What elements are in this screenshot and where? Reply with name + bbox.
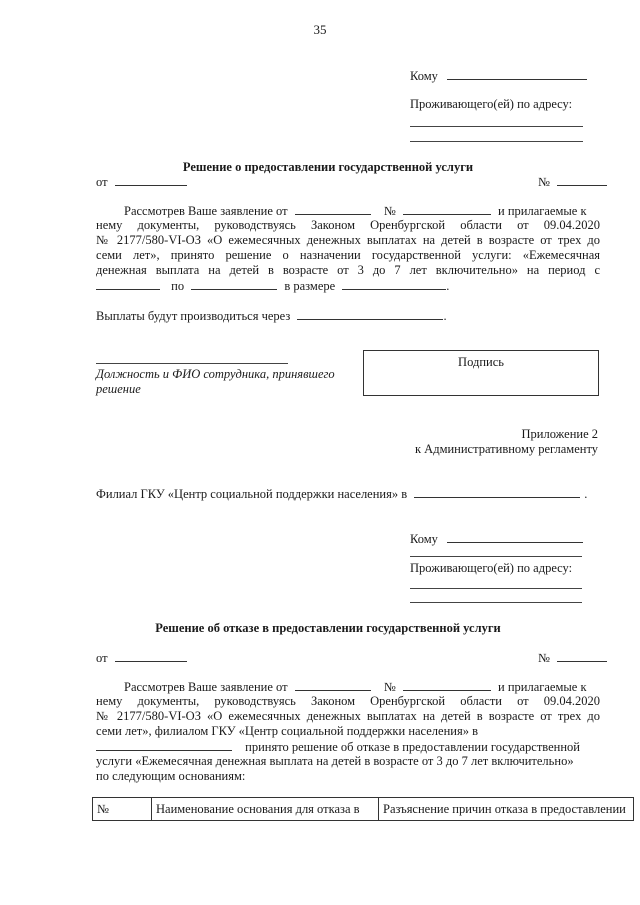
grant-body-line2: нему документы, руководствуясь Законом Оренбургской области от 09.04.2020 [96,218,600,232]
position-caption: решение [96,382,141,396]
refusal-body-line2: нему документы, руководствуясь Законом Оренбургской области от 09.04.2020 [96,694,600,708]
application-number-blank [403,203,491,215]
body-text: № [383,204,396,218]
refusal-body-line6: услуги «Ежемесячная денежная выплата на детей в возрасте от 3 до 7 лет включительно» [96,754,574,768]
payments-row: Выплаты будут производиться через . [96,309,447,323]
body-text: и прилагаемые к [498,680,587,694]
from-label: от [96,651,108,665]
period-from-blank [96,278,160,290]
to-label: Кому [410,532,438,546]
address-line [410,126,583,127]
date-blank [115,650,187,662]
address-label: Проживающего(ей) по адресу: [410,97,573,111]
address-line [410,602,582,603]
refusal-basis-table [92,797,634,821]
address-line [410,141,583,142]
grant-body-line6: по в размере . [96,278,449,294]
body-text: в размере [284,279,336,293]
grant-body-line3: № 2177/580-VI-ОЗ «О ежемесячных денежных выплатах на детей в возрасте от трех до [96,233,600,247]
branch-label: Филиал ГКУ «Центр социальной поддержки населения» в [96,487,408,501]
refusal-body-line1 [124,679,587,695]
branch-blank [414,486,580,498]
application-date-blank [295,679,371,691]
payments-blank [297,308,443,320]
refusal-body-line4: семи лет», филиалом ГКУ «Центр социальной поддержки населения» в [96,724,479,738]
period-to-blank [191,278,277,290]
body-text: № [383,680,396,694]
address-line [410,588,582,589]
signature-label: Подпись [458,355,504,369]
grant-body-line4: семи лет», принято решение о назначении государственной услуги: «Ежемесячная [96,248,600,262]
body-text: по [171,279,185,293]
number-label: № [538,175,550,189]
signature-box [363,350,599,396]
payments-label: Выплаты будут производиться через [96,309,291,323]
date-blank [115,174,187,186]
body-text: Рассмотрев Ваше заявление от [124,680,288,694]
recipient-to-row [410,531,583,547]
decision-number-row [538,174,607,190]
refusal-date-row [96,650,187,666]
decision-grant-title: Решение о предоставлении государственной услуги [182,160,474,174]
refusal-number-row [538,650,607,666]
body-text: и прилагаемые к [498,204,587,218]
number-blank [557,174,607,186]
branch-name-blank [96,739,232,751]
application-date-blank [295,203,371,215]
appendix-title: Приложение 2 [521,427,598,441]
to-blank [447,531,583,543]
decision-refusal-title: Решение об отказе в предоставлении государственной услуги [155,621,501,635]
recipient-to-row [410,68,587,84]
position-line [96,363,288,364]
appendix-subtitle: к Административному регламенту [414,442,598,456]
number-label: № [538,651,550,665]
address-label: Проживающего(ей) по адресу: [410,561,573,575]
table-header-cell: Наименование основания для отказа в [152,798,379,821]
body-text: Рассмотрев Ваше заявление от [124,204,288,218]
refusal-body-line3: № 2177/580-VI-ОЗ «О ежемесячных денежных выплатах на детей в возрасте от трех до [96,709,600,723]
page-number: 35 [313,22,327,37]
number-blank [557,650,607,662]
refusal-body-line7: по следующим основаниям: [96,769,246,783]
decision-date-row [96,174,187,190]
refusal-body-line5 [96,739,580,755]
body-text: принято решение об отказе в предоставлении государственной [245,740,581,754]
to-label: Кому [410,69,438,83]
grant-body-line5: денежная выплата на детей в возрасте от 3 до 7 лет включительно» на период с [96,263,600,277]
amount-blank [342,278,446,290]
recipient-line [410,556,582,557]
from-label: от [96,175,108,189]
table-header-row [93,798,634,821]
grant-body-line1 [124,203,587,219]
table-header-cell: Разъяснение причин отказа в предоставлении [379,798,634,821]
branch-row: Филиал ГКУ «Центр социальной поддержки населения» в . [96,487,588,501]
table-header-cell: № [93,798,152,821]
application-number-blank [403,679,491,691]
to-blank [447,68,587,80]
position-caption: Должность и ФИО сотрудника, принявшего [96,367,335,381]
